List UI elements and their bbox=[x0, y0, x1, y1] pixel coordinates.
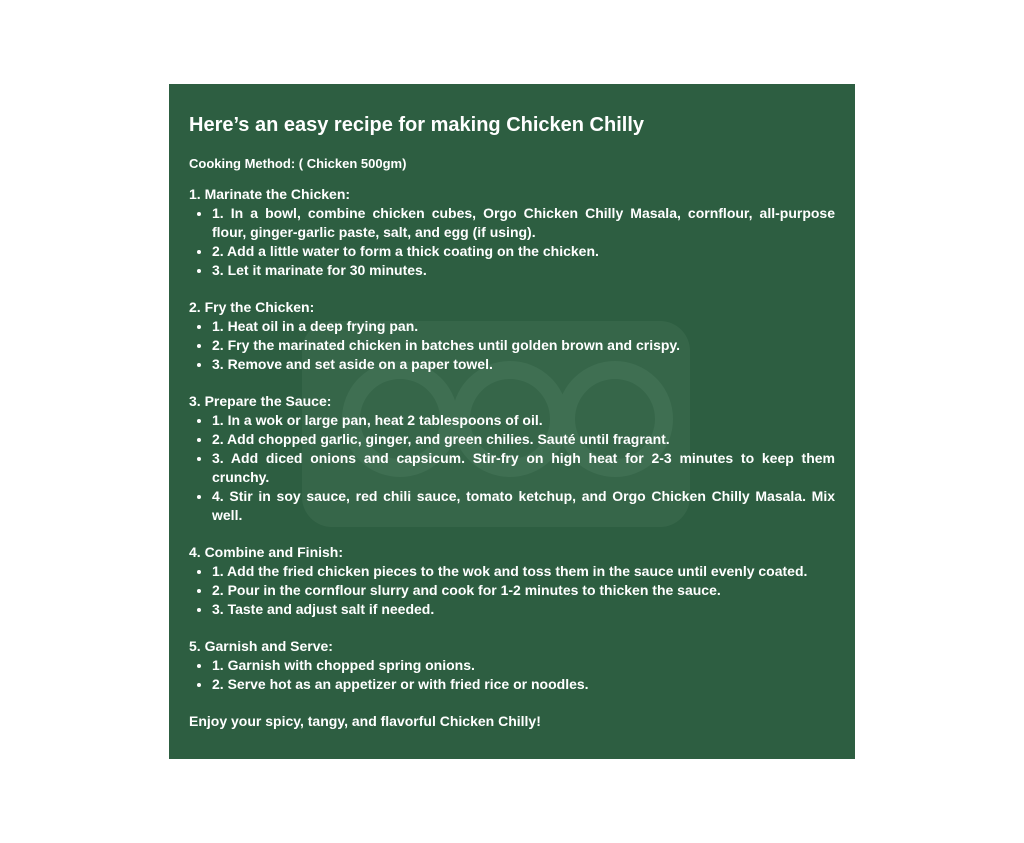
list-item: • 1. In a bowl, combine chicken cubes, Orgo Chicken Chilly Masala, cornflour, all-purpose flour, ginger-garlic paste, salt, and egg (if using). bbox=[212, 204, 835, 242]
step-list bbox=[189, 562, 835, 619]
step-list bbox=[189, 411, 835, 525]
section-heading: 2. Fry the Chicken: bbox=[189, 299, 315, 315]
list-item: • 3. Add diced onions and capsicum. Stir-fry on high heat for 2-3 minutes to keep them crunchy. bbox=[212, 449, 835, 487]
recipe-section-garnish bbox=[189, 637, 835, 694]
list-item: • 4. Stir in soy sauce, red chili sauce, tomato ketchup, and Orgo Chicken Chilly Masala. Mix well. bbox=[212, 487, 835, 525]
list-item: • 1. Garnish with chopped spring onions. bbox=[212, 656, 835, 675]
step-list bbox=[189, 204, 835, 280]
list-item: • 2. Serve hot as an appetizer or with fried rice or noodles. bbox=[212, 675, 835, 694]
recipe-title: Here’s an easy recipe for making Chicken Chilly bbox=[189, 114, 644, 136]
list-item: • 3. Taste and adjust salt if needed. bbox=[212, 600, 835, 619]
section-heading: 3. Prepare the Sauce: bbox=[189, 393, 332, 409]
recipe-section-fry bbox=[189, 298, 835, 374]
cooking-method: Cooking Method: ( Chicken 500gm) bbox=[189, 156, 407, 171]
step-list bbox=[189, 656, 835, 694]
list-item: • 1. In a wok or large pan, heat 2 tablespoons of oil. bbox=[212, 411, 835, 430]
list-item: • 2. Add a little water to form a thick coating on the chicken. bbox=[212, 242, 835, 261]
list-item: • 2. Fry the marinated chicken in batches until golden brown and crispy. bbox=[212, 336, 835, 355]
list-item: • 1. Add the fried chicken pieces to the wok and toss them in the sauce until evenly coated. bbox=[212, 562, 835, 581]
recipe-section-sauce bbox=[189, 392, 835, 525]
list-item: • 1. Heat oil in a deep frying pan. bbox=[212, 317, 835, 336]
section-heading: 5. Garnish and Serve: bbox=[189, 638, 333, 654]
list-item: • 2. Pour in the cornflour slurry and cook for 1-2 minutes to thicken the sauce. bbox=[212, 581, 835, 600]
recipe-card bbox=[169, 84, 855, 759]
recipe-section-combine bbox=[189, 543, 835, 619]
recipe-content bbox=[189, 111, 835, 731]
list-item: • 3. Remove and set aside on a paper towel. bbox=[212, 355, 835, 374]
step-list bbox=[189, 317, 835, 374]
list-item: • 3. Let it marinate for 30 minutes. bbox=[212, 261, 835, 280]
section-heading: 4. Combine and Finish: bbox=[189, 544, 344, 560]
section-heading: 1. Marinate the Chicken: bbox=[189, 186, 351, 202]
closing-line: Enjoy your spicy, tangy, and flavorful Chicken Chilly! bbox=[189, 713, 541, 729]
recipe-section-marinate bbox=[189, 185, 835, 280]
list-item: • 2. Add chopped garlic, ginger, and green chilies. Sauté until fragrant. bbox=[212, 430, 835, 449]
